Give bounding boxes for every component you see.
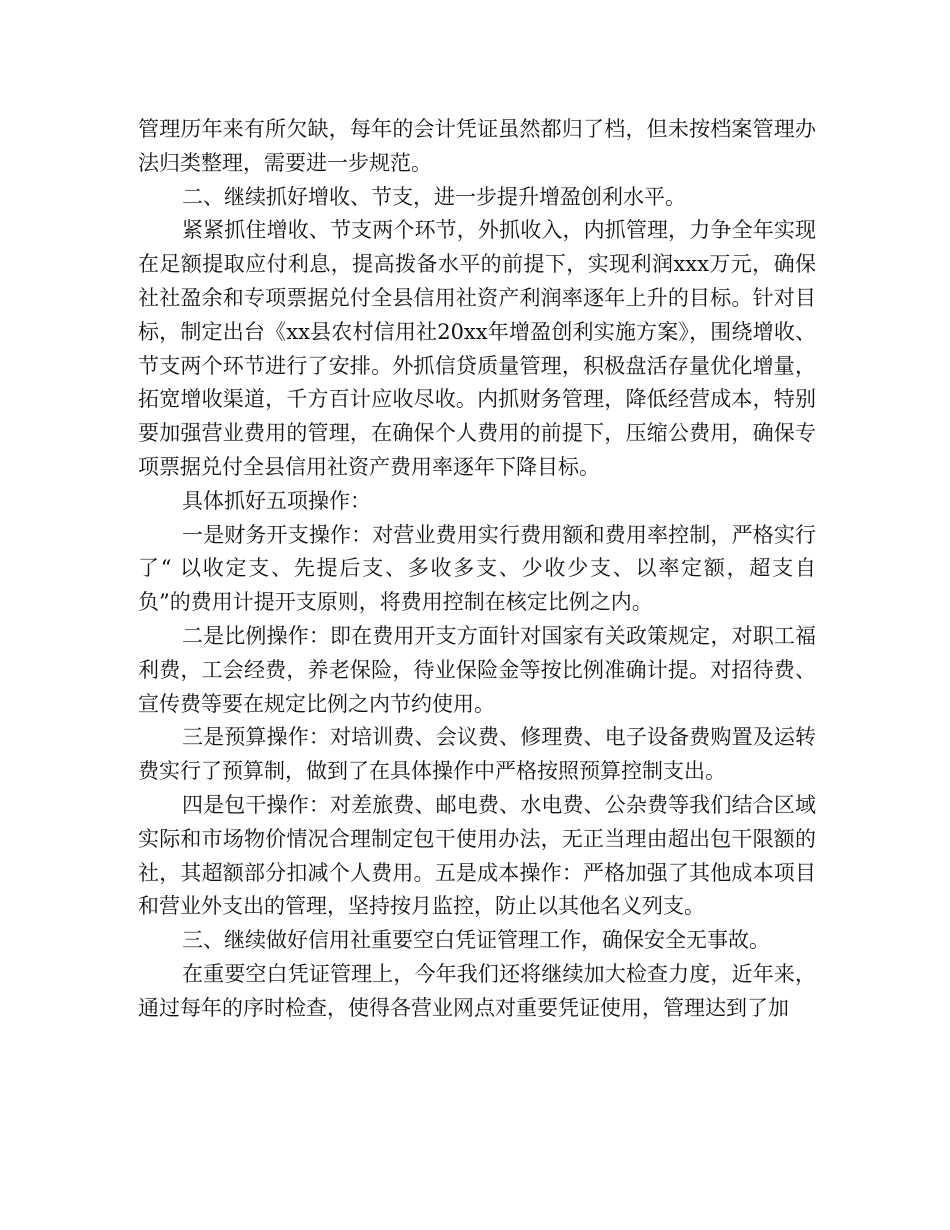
paragraph-1: 管理历年来有所欠缺，每年的会计凭证虽然都归了档，但未按档案管理办法归类整理，需要进一步规范。 <box>138 117 816 175</box>
document-page <box>138 113 816 1026</box>
paragraph-7: 三是预算操作：对培训费、会议费、修理费、电子设备费购置及运转费实行了预算制，做到了在具体操作中严格按照预算控制支出。 <box>138 725 816 784</box>
section-heading-2: 二、继续抓好增收、节支，进一步提升增盈创利水平。 <box>182 184 686 209</box>
paragraph-10: 在重要空白凭证管理上，今年我们还将继续加大检查力度，近年来，通过每年的序时检查，使得各营业网点对重要凭证使用，管理达到了加 <box>138 961 816 1020</box>
paragraph-8: 四是包干操作：对差旅费、邮电费、水电费、公杂费等我们结合区域实际和市场物价情况合理制定包干使用办法，无正当理由超出包干限额的社，其超额部分扣减个人费用。五是成本操作：严格加强了其他成本项目和营业外支出的管理，坚持按月监控，防止以其他名义列支。 <box>138 792 816 919</box>
section-heading-3: 三、继续做好信用社重要空白凭证管理工作，确保安全无事故。 <box>182 928 770 953</box>
paragraph-6: 二是比例操作：即在费用开支方面针对国家有关政策规定，对职工福利费，工会经费，养老保险，待业保险金等按比例准确计提。对招待费、宣传费等要在规定比例之内节约使用。 <box>138 623 816 716</box>
paragraph-4: 具体抓好五项操作： <box>182 488 371 513</box>
paragraph-3: 紧紧抓住增收、节支两个环节，外抓收入，内抓管理，力争全年实现在足额提取应付利息，提高拨备水平的前提下，实现利润xxx万元，确保社社盈余和专项票据兑付全县信用社资产利润率逐年上升的目标。针对目标，制定出台《xx县农村信用社20xx年增盈创利实施方案》，围绕增收、节支两个环节进行了安排。外抓信贷质量管理，积极盘活存量优化增量，拓宽增收渠道，千方百计应收尽收。内抓财务管理，降低经营成本，特别要加强营业费用的管理，在确保个人费用的前提下，压缩公费用，确保专项票据兑付全县信用社资产费用率逐年下降目标。 <box>138 218 816 479</box>
paragraph-5: 一是财务开支操作：对营业费用实行费用额和费用率控制，严格实行了“ 以收定支、先提后支、多收多支、少收少支、以率定额，超支自负”的费用计提开支原则，将费用控制在核定比例之内。 <box>138 522 816 615</box>
